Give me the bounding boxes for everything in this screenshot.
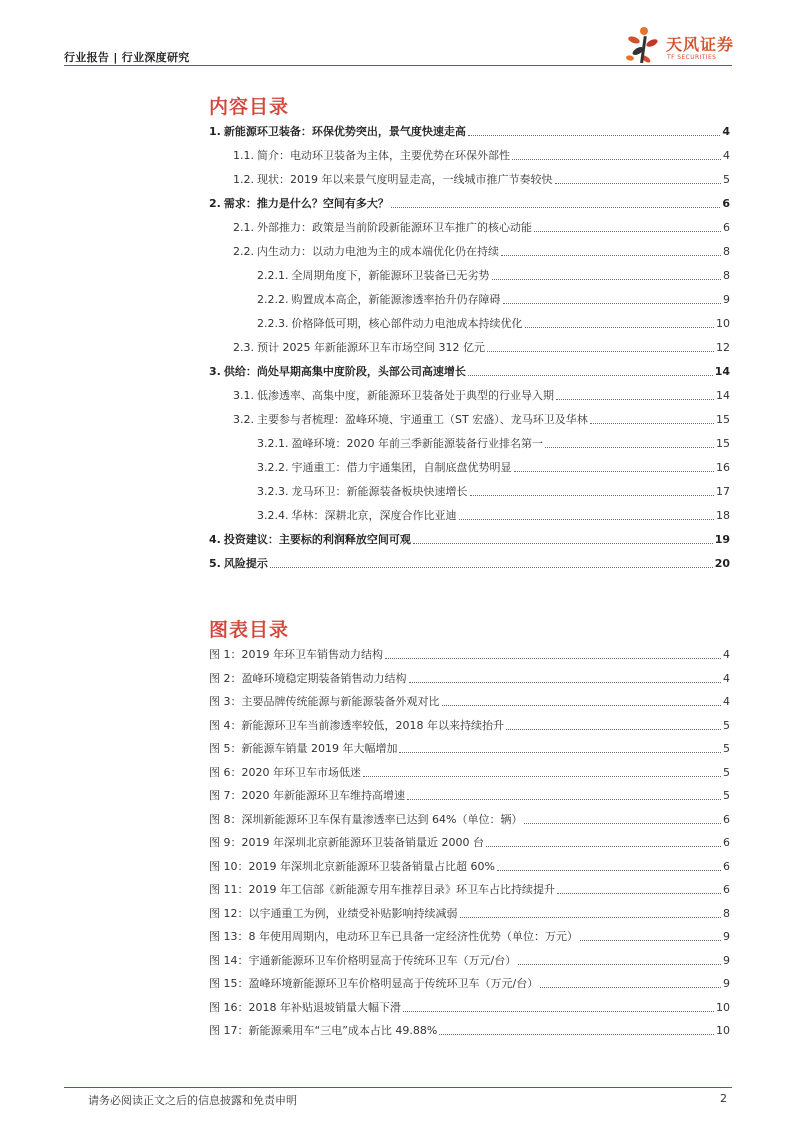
figure-entry[interactable]: [209, 742, 730, 756]
toc-entry-page: 18: [716, 509, 730, 522]
toc-entry-label: [233, 389, 556, 403]
figure-leader-dots: [439, 1034, 714, 1035]
logo-text-en: TF SECURITIES: [667, 54, 717, 61]
toc-entry-text: 盈峰环境：2020 年前三季新能源装备行业排名第一: [291, 437, 543, 450]
figure-entry[interactable]: [209, 648, 730, 662]
figure-entry[interactable]: [209, 977, 730, 991]
toc-entry-page: 12: [716, 341, 730, 354]
toc-entry-text: 投资建议：主要标的利润释放空间可观: [223, 533, 411, 546]
toc-entry-number: 2.1.: [233, 221, 254, 234]
toc-entry[interactable]: [209, 365, 730, 379]
figure-entry-text: 图 12：以宇通重工为例，业绩受补贴影响持续减弱: [209, 906, 458, 920]
figure-entry-text: 图 5：新能源车销量 2019 年大幅增加: [209, 742, 398, 755]
figure-entry[interactable]: [209, 813, 730, 827]
figure-entry-text: 图 7：2020 年新能源环卫车维持高增速: [209, 789, 405, 802]
toc-entry-number: 2.2.: [233, 245, 254, 258]
toc-entry[interactable]: [209, 533, 730, 547]
figure-entry-page: 5: [723, 765, 730, 779]
toc-entry-page: 6: [723, 221, 730, 234]
toc-entry-page: 5: [723, 173, 730, 186]
toc-entry-text: 外部推力：政策是当前阶段新能源环卫车推广的核心动能: [257, 221, 532, 234]
toc-entry-number: 2.2.3.: [257, 317, 289, 330]
page-number: 2: [720, 1092, 727, 1105]
toc-entry-number: 3.2.3.: [257, 485, 289, 498]
toc-entry-label: [209, 365, 468, 379]
figure-entry-text: 图 6：2020 年环卫车市场低迷: [209, 765, 361, 779]
toc-entry-page: 15: [716, 437, 730, 450]
toc-entry-label: [233, 221, 534, 235]
toc-leader-dots: [556, 399, 714, 400]
figure-entry[interactable]: [209, 1001, 730, 1015]
toc-entry-number: 2.3.: [233, 341, 254, 354]
toc-leader-dots: [391, 207, 721, 208]
toc-leader-dots: [501, 255, 721, 256]
toc-entry-number: 2.2.2.: [257, 293, 289, 306]
figure-leader-dots: [518, 964, 721, 965]
toc-leader-dots: [459, 519, 715, 520]
toc-entry-text: 供给：尚处早期高集中度阶段，头部公司高速增长: [223, 365, 466, 378]
toc-entry[interactable]: [257, 509, 730, 523]
figure-leader-dots: [409, 682, 722, 683]
figure-entry[interactable]: [209, 836, 730, 850]
figure-entry[interactable]: [209, 789, 730, 803]
toc-entry-number: 3.2.2.: [257, 461, 289, 474]
toc-entry[interactable]: [257, 437, 730, 451]
toc-entry-page: 10: [716, 317, 730, 330]
figure-leader-dots: [497, 870, 721, 871]
figure-entry-page: 9: [723, 953, 730, 967]
toc-entry[interactable]: [233, 221, 730, 235]
toc-entry-text: 价格降低可期，核心部件动力电池成本持续优化: [291, 317, 523, 330]
figure-entry-text: 图 4：新能源环卫车当前渗透率较低，2018 年以来持续抬升: [209, 718, 504, 732]
figure-entry[interactable]: [209, 719, 730, 733]
toc-entry-label: [233, 149, 512, 163]
toc-leader-dots: [590, 423, 714, 424]
toc-leader-dots: [413, 543, 713, 544]
toc-entry-label: [233, 245, 501, 259]
toc-leader-dots: [468, 375, 713, 376]
toc-entry-label: [257, 293, 503, 307]
toc-entry-label: [233, 341, 487, 355]
logo-text-cn: 天风证券: [666, 35, 735, 54]
toc-entry-text: 主要参与者梳理：盈峰环境、宇通重工（ST 宏盛）、龙马环卫及华林: [257, 413, 588, 426]
figure-entry-text: 图 15：盈峰环境新能源环卫车价格明显高于传统环卫车（万元/台）: [209, 977, 539, 990]
figure-entry-page: 10: [716, 1024, 730, 1037]
figure-entry-page: 6: [723, 859, 730, 873]
toc-entry[interactable]: [233, 389, 730, 403]
figure-leader-dots: [506, 729, 721, 730]
figure-leader-dots: [540, 987, 721, 988]
toc-leader-dots: [545, 447, 714, 448]
toc-entry-number: 5.: [209, 557, 221, 570]
figure-entry-text: 图 8：深圳新能源环卫车保有量渗透率已达到 64%（单位：辆）: [209, 812, 523, 826]
toc-entry-page: 15: [716, 413, 730, 426]
figure-entry[interactable]: [209, 954, 730, 968]
toc-leader-dots: [468, 135, 721, 136]
figure-entry-text: 图 13：8 年使用周期内，电动环卫车已具备一定经济性优势（单位：万元）: [209, 930, 578, 943]
figure-leader-dots: [486, 846, 721, 847]
toc-leader-dots: [470, 495, 715, 496]
figure-leader-dots: [385, 658, 721, 659]
toc-entry-number: 3.2.: [233, 413, 254, 426]
toc-leader-dots: [492, 279, 722, 280]
toc-entry-label: [233, 173, 555, 187]
figure-entry-page: 4: [723, 648, 730, 661]
toc-entry-number: 1.1.: [233, 149, 254, 162]
figure-entry[interactable]: [209, 672, 730, 686]
figure-entry-page: 10: [716, 1000, 730, 1014]
figure-entry[interactable]: [209, 695, 730, 709]
toc-entry[interactable]: [209, 557, 730, 571]
company-logo: [622, 23, 734, 67]
toc-entry-label: [233, 413, 590, 427]
figure-entry-page: 6: [723, 812, 730, 826]
figures-title: 图表目录: [209, 619, 290, 641]
toc-entry-number: 4.: [209, 533, 221, 546]
figure-entry-text: 图 10：2019 年深圳北京新能源环卫装备销量占比超 60%: [209, 859, 495, 873]
figure-entry-text: 图 11：2019 年工信部《新能源专用车推荐目录》环卫车占比持续提升: [209, 883, 555, 896]
figure-entry-page: 6: [723, 883, 730, 896]
toc-leader-dots: [555, 183, 722, 184]
toc-entry[interactable]: [257, 317, 730, 331]
toc-entry-number: 3.: [209, 365, 221, 378]
figure-entry-page: 8: [723, 906, 730, 920]
toc-leader-dots: [534, 231, 721, 232]
figure-leader-dots: [399, 752, 721, 753]
figure-entry-page: 4: [723, 671, 730, 685]
figure-entry-text: 图 17：新能源乘用车“三电”成本占比 49.88%: [209, 1024, 438, 1037]
toc-entry-label: [257, 461, 514, 475]
toc-entry-text: 华林：深耕北京，深度合作比亚迪: [291, 509, 457, 522]
toc-entry[interactable]: [257, 461, 730, 475]
toc-leader-dots: [525, 327, 715, 328]
toc-entry-text: 内生动力：以动力电池为主的成本端优化仍在持续: [257, 245, 499, 258]
figure-entry[interactable]: [209, 907, 730, 921]
figure-leader-dots: [407, 799, 721, 800]
toc-entry-label: [209, 533, 413, 547]
toc-entry-text: 新能源环卫装备：环保优势突出，景气度快速走高: [223, 125, 466, 138]
toc-entry-page: 8: [723, 269, 730, 282]
toc-entry-page: 9: [723, 293, 730, 306]
figure-entry-text: 图 16：2018 年补贴退坡销量大幅下滑: [209, 1000, 401, 1014]
figure-entry-page: 9: [723, 977, 730, 990]
toc-entry-label: [209, 557, 270, 571]
toc-entry-number: 3.1.: [233, 389, 254, 402]
figure-leader-dots: [524, 823, 721, 824]
figure-entry[interactable]: [209, 860, 730, 874]
toc-entry-number: 3.2.1.: [257, 437, 289, 450]
toc-entry-page: 20: [714, 557, 730, 570]
toc-entry-text: 预计 2025 年新能源环卫车市场空间 312 亿元: [257, 341, 485, 354]
logo-mark-icon: [622, 23, 666, 67]
toc-entry-number: 1.2.: [233, 173, 254, 186]
toc-entry-label: [257, 437, 545, 451]
footer-disclaimer: 请务必阅读正文之后的信息披露和免责申明: [88, 1094, 297, 1107]
toc-leader-dots: [270, 567, 713, 568]
toc-entry-number: 2.: [209, 197, 221, 210]
figure-entry-page: 4: [723, 695, 730, 708]
toc-entry[interactable]: [233, 341, 730, 355]
figure-leader-dots: [403, 1011, 714, 1012]
figure-entry-text: 图 2：盈峰环境稳定期装备销售动力结构: [209, 671, 407, 685]
toc-entry-page: 19: [714, 533, 730, 546]
toc-leader-dots: [514, 471, 715, 472]
toc-entry[interactable]: [233, 245, 730, 259]
toc-entry-text: 现状：2019 年以来景气度明显走高，一线城市推广节奏较快: [257, 173, 553, 186]
toc-entry-label: [257, 485, 470, 499]
figure-leader-dots: [580, 940, 721, 941]
toc-entry-text: 低渗透率、高集中度，新能源环卫装备处于典型的行业导入期: [257, 389, 554, 402]
toc-entry[interactable]: [233, 413, 730, 427]
figure-entry-page: 5: [723, 789, 730, 802]
figure-leader-dots: [557, 893, 721, 894]
figure-entry-text: 图 1：2019 年环卫车销售动力结构: [209, 648, 383, 661]
toc-entry-text: 宇通重工：借力宇通集团，自制底盘优势明显: [291, 461, 512, 474]
toc-entry[interactable]: [257, 269, 730, 283]
toc-title: 内容目录: [209, 96, 290, 118]
figure-entry-page: 6: [723, 836, 730, 849]
figure-entry-page: 5: [723, 742, 730, 755]
toc-entry[interactable]: [257, 293, 730, 307]
toc-entry-text: 需求：推力是什么？空间有多大？: [223, 197, 389, 210]
toc-entry-page: 4: [723, 149, 730, 162]
toc-leader-dots: [512, 159, 721, 160]
figure-leader-dots: [460, 917, 722, 918]
toc-entry-label: [257, 269, 492, 283]
toc-entry-number: 3.2.4.: [257, 509, 289, 522]
toc-entry-page: 16: [716, 461, 730, 474]
report-category: 行业报告 | 行业深度研究: [64, 51, 190, 64]
figure-entry[interactable]: [209, 1024, 730, 1038]
toc-entry-text: 购置成本高企，新能源渗透率抬升仍存障碍: [291, 293, 501, 306]
figure-leader-dots: [363, 776, 721, 777]
toc-leader-dots: [503, 303, 722, 304]
toc-entry-page: 17: [716, 485, 730, 498]
toc-leader-dots: [487, 351, 714, 352]
toc-entry-label: [209, 197, 391, 211]
toc-entry-text: 龙马环卫：新能源装备板块快速增长: [291, 485, 468, 498]
figure-entry-text: 图 9：2019 年深圳北京新能源环卫装备销量近 2000 台: [209, 836, 484, 849]
toc-entry-text: 风险提示: [223, 557, 268, 570]
toc-entry-text: 全周期角度下，新能源环卫装备已无劣势: [291, 269, 490, 282]
toc-entry-label: [209, 125, 468, 139]
footer-divider: [64, 1087, 732, 1088]
toc-entry[interactable]: [233, 173, 730, 187]
figure-entry-text: 图 3：主要品牌传统能源与新能源装备外观对比: [209, 695, 440, 708]
figure-leader-dots: [442, 705, 722, 706]
toc-entry-label: [257, 509, 459, 523]
toc-entry-page: 4: [722, 125, 730, 138]
header-divider: [64, 65, 732, 66]
figure-entry-text: 图 14：宇通新能源环卫车价格明显高于传统环卫车（万元/台）: [209, 953, 517, 967]
figure-entry-page: 9: [723, 930, 730, 943]
toc-entry-page: 8: [723, 245, 730, 258]
figure-entry-page: 5: [723, 718, 730, 732]
toc-entry[interactable]: [209, 197, 730, 211]
figure-entry[interactable]: [209, 883, 730, 897]
toc-entry[interactable]: [233, 149, 730, 163]
toc-entry-page: 14: [716, 389, 730, 402]
toc-entry[interactable]: [257, 485, 730, 499]
toc-entry-text: 简介：电动环卫装备为主体，主要优势在环保外部性: [257, 149, 510, 162]
toc-entry-number: 1.: [209, 125, 221, 138]
figure-entry[interactable]: [209, 930, 730, 944]
figure-entry[interactable]: [209, 766, 730, 780]
toc-entry-label: [257, 317, 525, 331]
toc-entry-page: 14: [714, 365, 730, 378]
toc-entry-page: 6: [722, 197, 730, 210]
toc-entry-number: 2.2.1.: [257, 269, 289, 282]
toc-entry[interactable]: [209, 125, 730, 139]
